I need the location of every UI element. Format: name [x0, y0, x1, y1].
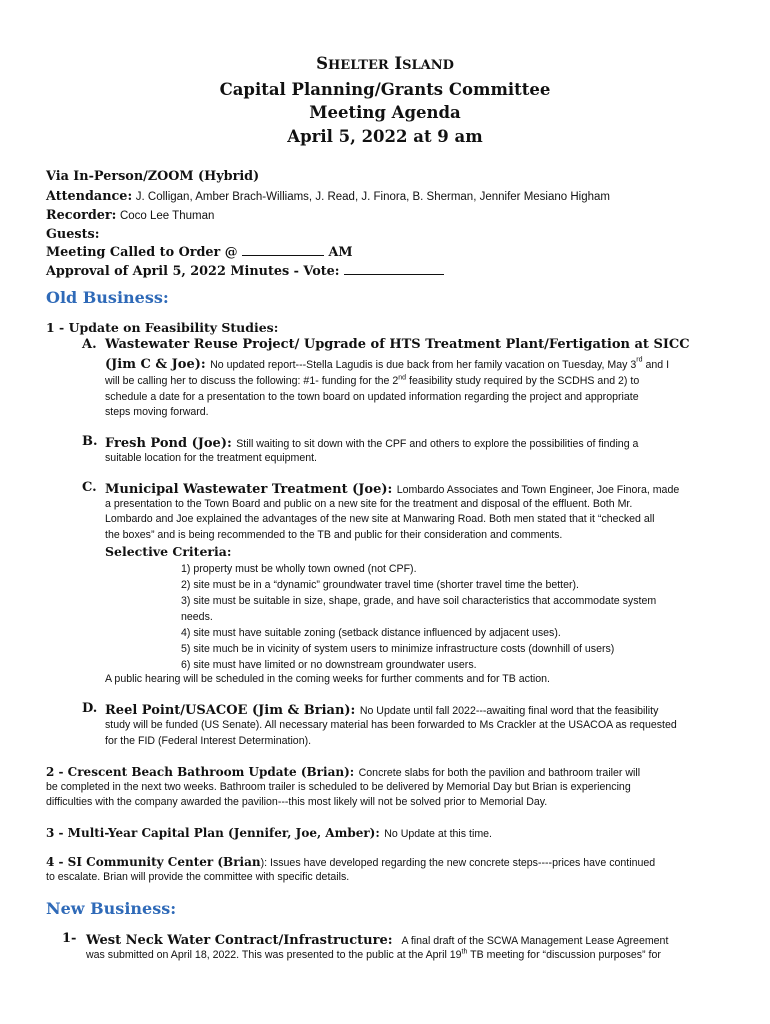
item-d-line2: study will be funded (US Senate). All necessary material has been forwarded to Ms Crackler at the USACOA as requested — [105, 719, 677, 731]
attendance-row: Attendance: J. Colligan, Amber Brach-Williams, J. Read, J. Finora, B. Sherman, Jennifer Mesiano Higham — [46, 188, 610, 204]
item-a-line1: (Jim C & Joe): No updated report---Stella Lagudis is due back from her family vacation on Tuesday, May 3rd and I — [105, 356, 670, 372]
criteria-item: 4) site must have suitable zoning (setback distance influenced by adjacent uses). — [181, 627, 561, 639]
criteria-item: 3) site must be suitable in size, shape, grade, and have soil characteristics that accommodate system — [181, 595, 657, 607]
item-b-letter: B. — [82, 434, 98, 449]
community-center-line2: to escalate. Brian will provide the committee with specific details. — [46, 871, 350, 883]
criteria-item: 5) site much be in vicinity of system users to minimize infrastructure costs (downhill of users) — [181, 643, 615, 655]
selective-criteria-title: Selective Criteria: — [105, 544, 232, 559]
item-c-letter: C. — [82, 480, 97, 495]
item-a-line3: schedule a date for a presentation to the town board on updated information regarding the project and appropriate — [105, 391, 639, 403]
header-committee: Capital Planning/Grants Committee — [219, 79, 551, 99]
crescent-beach-line3: difficulties with the company awarded the pavilion---this most likely will not be solved prior to Memorial Day. — [46, 796, 548, 808]
item-c-line1: Municipal Wastewater Treatment (Joe): Lombardo Associates and Town Engineer, Joe Finora, made — [105, 482, 680, 497]
item-d-line1: Reel Point/USACOE (Jim & Brian): No Update until fall 2022---awaiting final word that the feasibility — [105, 703, 659, 718]
item-c-line4: the boxes” and is being recommended to the TB and public for their consideration and comments. — [105, 529, 563, 541]
attendance-value: J. Colligan, Amber Brach-Williams, J. Read, J. Finora, B. Sherman, Jennifer Mesiano Higham — [135, 190, 610, 203]
approval-row: Approval of April 5, 2022 Minutes - Vote: — [46, 263, 736, 282]
header-town-name: SHELTER ISLAND — [316, 54, 454, 73]
criteria-item: needs. — [181, 611, 213, 623]
item-a-letter: A. — [82, 337, 97, 352]
crescent-beach-line2: be completed in the next two weeks. Bathroom trailer is scheduled to be delivered by Memorial Day but Brian is experiencing — [46, 781, 631, 793]
item-d-letter: D. — [82, 701, 98, 716]
west-neck-line1: West Neck Water Contract/Infrastructure: A final draft of the SCWA Management Lease Agreement — [86, 933, 669, 948]
recorder-row: Recorder: Coco Lee Thuman — [46, 208, 215, 224]
old-business-heading: Old Business: — [46, 288, 169, 307]
criteria-item: 6) site must have limited or no downstream groundwater users. — [181, 659, 477, 671]
item-b-line1: Fresh Pond (Joe): Still waiting to sit down with the CPF and others to explore the possibilities of finding a — [105, 436, 639, 451]
guests-row: Guests: — [46, 226, 100, 242]
capital-plan-line: 3 - Multi-Year Capital Plan (Jennifer, Joe, Amber): No Update at this time. — [46, 826, 492, 840]
item-d-line3: for the FID (Federal Interest Determination). — [105, 735, 312, 747]
meeting-meta — [46, 168, 736, 282]
item-c-line3: Lombardo and Joe explained the advantages of the new site at Manwaring Road. Both men stated that it “checked all — [105, 513, 655, 525]
feasibility-studies-title: 1 - Update on Feasibility Studies: — [46, 320, 279, 335]
called-to-order-row: Meeting Called to Order @ AM — [46, 245, 353, 261]
item-c-line2: a presentation to the Town Board and public on a new site for the treatment and disposal of the effluent. Both Mr. — [105, 498, 633, 510]
header-date: April 5, 2022 at 9 am — [287, 126, 483, 146]
new-item-number: 1- — [62, 931, 77, 946]
item-a-line2: will be calling her to discuss the following: #1- funding for the 2nd feasibility study required by the SCDHS and 2) to — [105, 374, 640, 387]
public-hearing-note: A public hearing will be scheduled in the coming weeks for further comments and for TB action. — [105, 673, 550, 685]
criteria-item: 1) property must be wholly town owned (not CPF). — [181, 563, 417, 575]
criteria-list — [181, 561, 656, 673]
approval-vote-blank — [344, 263, 444, 275]
new-business-heading: New Business: — [46, 899, 177, 918]
header-title: Meeting Agenda — [309, 103, 461, 122]
crescent-beach-line1: 2 - Crescent Beach Bathroom Update (Brian): Concrete slabs for both the pavilion and bathroom trailer will — [46, 765, 641, 779]
item-a-line4: steps moving forward. — [105, 406, 209, 418]
item-a-title: Wastewater Reuse Project/ Upgrade of HTS Treatment Plant/Fertigation at SICC — [105, 337, 690, 352]
community-center-line1: 4 - SI Community Center (Brian): Issues have developed regarding the new concrete steps----prices have continued — [46, 855, 656, 869]
criteria-item: 2) site must be in a “dynamic” groundwater travel time (shorter travel time the better). — [181, 579, 580, 591]
item-b-line2: suitable location for the treatment equipment. — [105, 452, 317, 464]
meeting-mode: Via In-Person/ZOOM (Hybrid) — [46, 169, 260, 184]
west-neck-line2: was submitted on April 18, 2022. This was presented to the public at the April 19th TB meeting for “discussion purposes” for — [86, 948, 661, 961]
recorder-value: Coco Lee Thuman — [119, 210, 215, 223]
document-header — [0, 52, 770, 148]
called-to-order-blank — [242, 244, 324, 256]
